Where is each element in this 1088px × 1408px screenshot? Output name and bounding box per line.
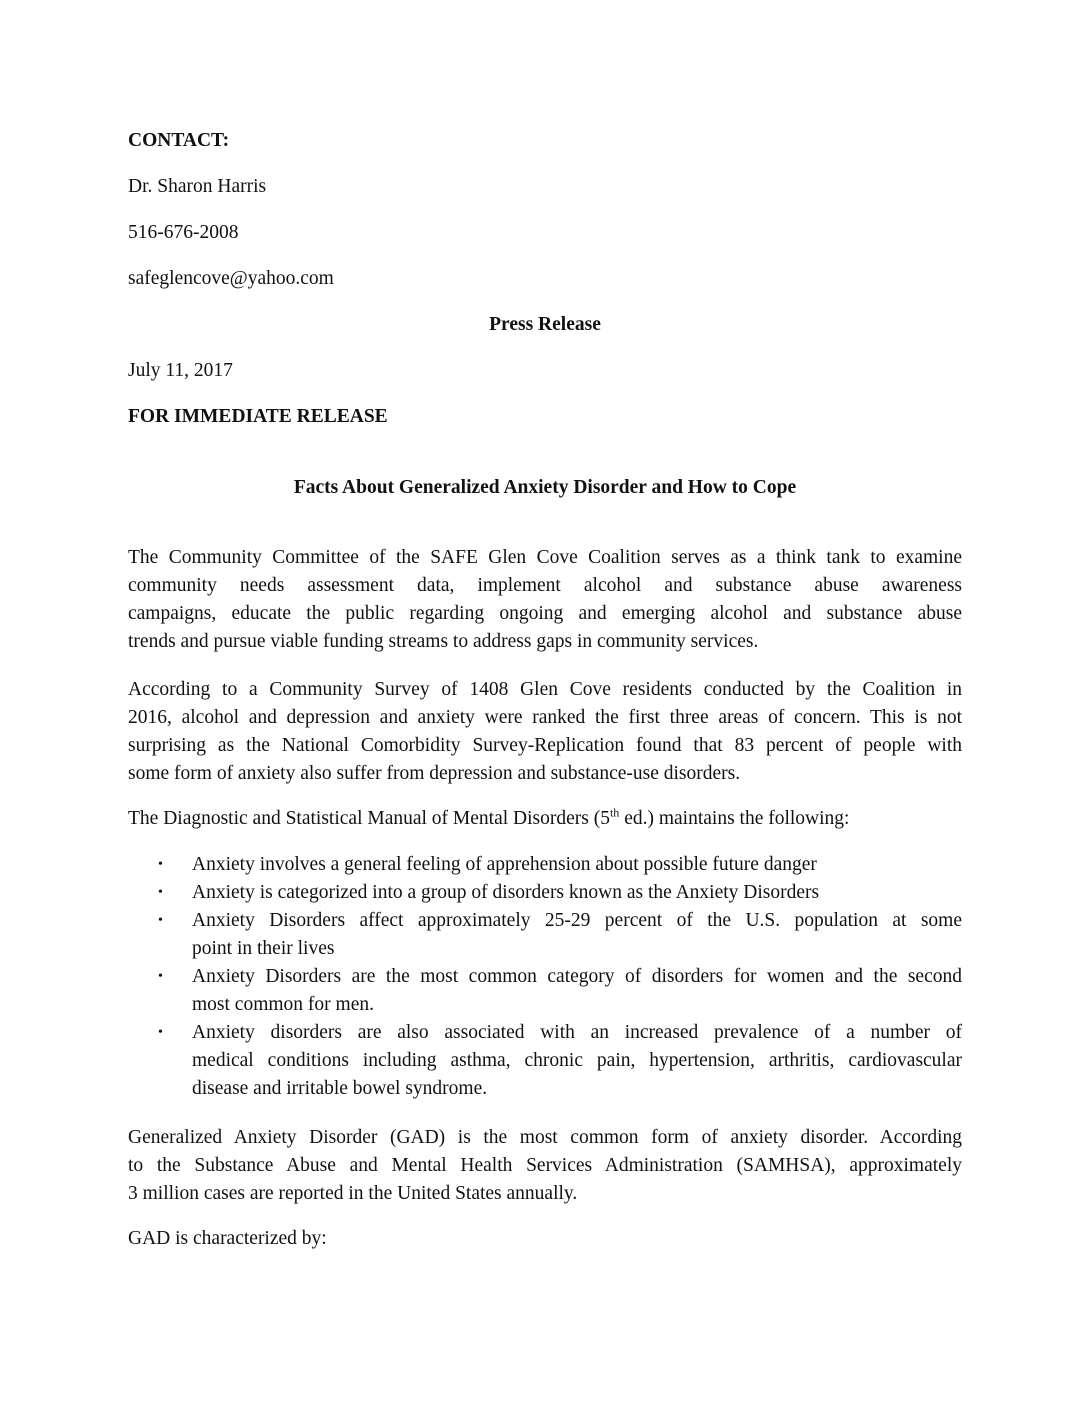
paragraph-line: 2016, alcohol and depression and anxiety were ranked the first three areas of concern. This is not xyxy=(128,707,962,728)
gad-intro: GAD is characterized by: xyxy=(128,1228,327,1249)
press-release-label: Press Release xyxy=(489,314,601,335)
list-item xyxy=(128,963,962,1019)
list-item xyxy=(128,1019,962,1103)
dsm-edition-superscript: th xyxy=(609,805,620,820)
release-date: July 11, 2017 xyxy=(128,360,233,381)
paragraph-line: 3 million cases are reported in the United States annually. xyxy=(128,1183,578,1204)
list-item-line: point in their lives xyxy=(192,938,335,959)
list-item-line: most common for men. xyxy=(192,994,374,1015)
dsm-intro-text: The Diagnostic and Statistical Manual of Mental Disorders (5 xyxy=(128,808,610,829)
paragraph-line: community needs assessment data, implement alcohol and substance abuse awareness xyxy=(128,575,962,596)
bullet-icon: • xyxy=(158,913,163,928)
list-item xyxy=(128,851,962,879)
list-item-line: Anxiety Disorders are the most common category of disorders for women and the second xyxy=(192,966,962,987)
list-item-line: Anxiety is categorized into a group of disorders known as the Anxiety Disorders xyxy=(192,882,820,903)
list-item-line: medical conditions including asthma, chronic pain, hypertension, arthritis, cardiovascular xyxy=(192,1050,962,1071)
immediate-release-label: FOR IMMEDIATE RELEASE xyxy=(128,406,388,427)
contact-heading: CONTACT: xyxy=(128,130,230,151)
list-item xyxy=(128,907,962,963)
paragraph-gad xyxy=(128,1124,962,1208)
paragraph-line: The Community Committee of the SAFE Glen Cove Coalition serves as a think tank to examine xyxy=(128,547,962,568)
paragraph-line: Generalized Anxiety Disorder (GAD) is the most common form of anxiety disorder. According xyxy=(128,1127,962,1148)
contact-name: Dr. Sharon Harris xyxy=(128,176,267,197)
paragraph-line: surprising as the National Comorbidity Survey-Replication found that 83 percent of people with xyxy=(128,735,962,756)
list-item-line: disease and irritable bowel syndrome. xyxy=(192,1078,488,1099)
bullet-icon: • xyxy=(158,885,163,900)
dsm-intro-text-end: ed.) maintains the following: xyxy=(619,808,850,829)
paragraph-line: According to a Community Survey of 1408 Glen Cove residents conducted by the Coalition in xyxy=(128,679,962,700)
paragraph-line: some form of anxiety also suffer from depression and substance-use disorders. xyxy=(128,763,741,784)
list-item xyxy=(128,879,962,907)
contact-phone: 516-676-2008 xyxy=(128,222,239,243)
article-title: Facts About Generalized Anxiety Disorder and How to Cope xyxy=(293,477,797,498)
paragraph-line: to the Substance Abuse and Mental Health Services Administration (SAMHSA), approximately xyxy=(128,1155,962,1176)
bullet-icon: • xyxy=(158,969,163,984)
bullet-icon: • xyxy=(158,857,163,872)
list-item-line: Anxiety Disorders affect approximately 25-29 percent of the U.S. population at some xyxy=(192,910,962,931)
contact-email: safeglencove@yahoo.com xyxy=(128,268,334,289)
paragraph-line: campaigns, educate the public regarding ongoing and emerging alcohol and substance abuse xyxy=(128,603,962,624)
dsm-intro xyxy=(128,805,849,833)
bullet-icon: • xyxy=(158,1025,163,1040)
list-item-line: Anxiety disorders are also associated with an increased prevalence of a number of xyxy=(192,1022,962,1043)
paragraph-line: trends and pursue viable funding streams to address gaps in community services. xyxy=(128,631,759,652)
paragraph-survey xyxy=(128,676,962,788)
dsm-bullet-list xyxy=(128,851,962,1103)
list-item-line: Anxiety involves a general feeling of apprehension about possible future danger xyxy=(192,854,817,875)
paragraph-coalition xyxy=(128,544,962,656)
